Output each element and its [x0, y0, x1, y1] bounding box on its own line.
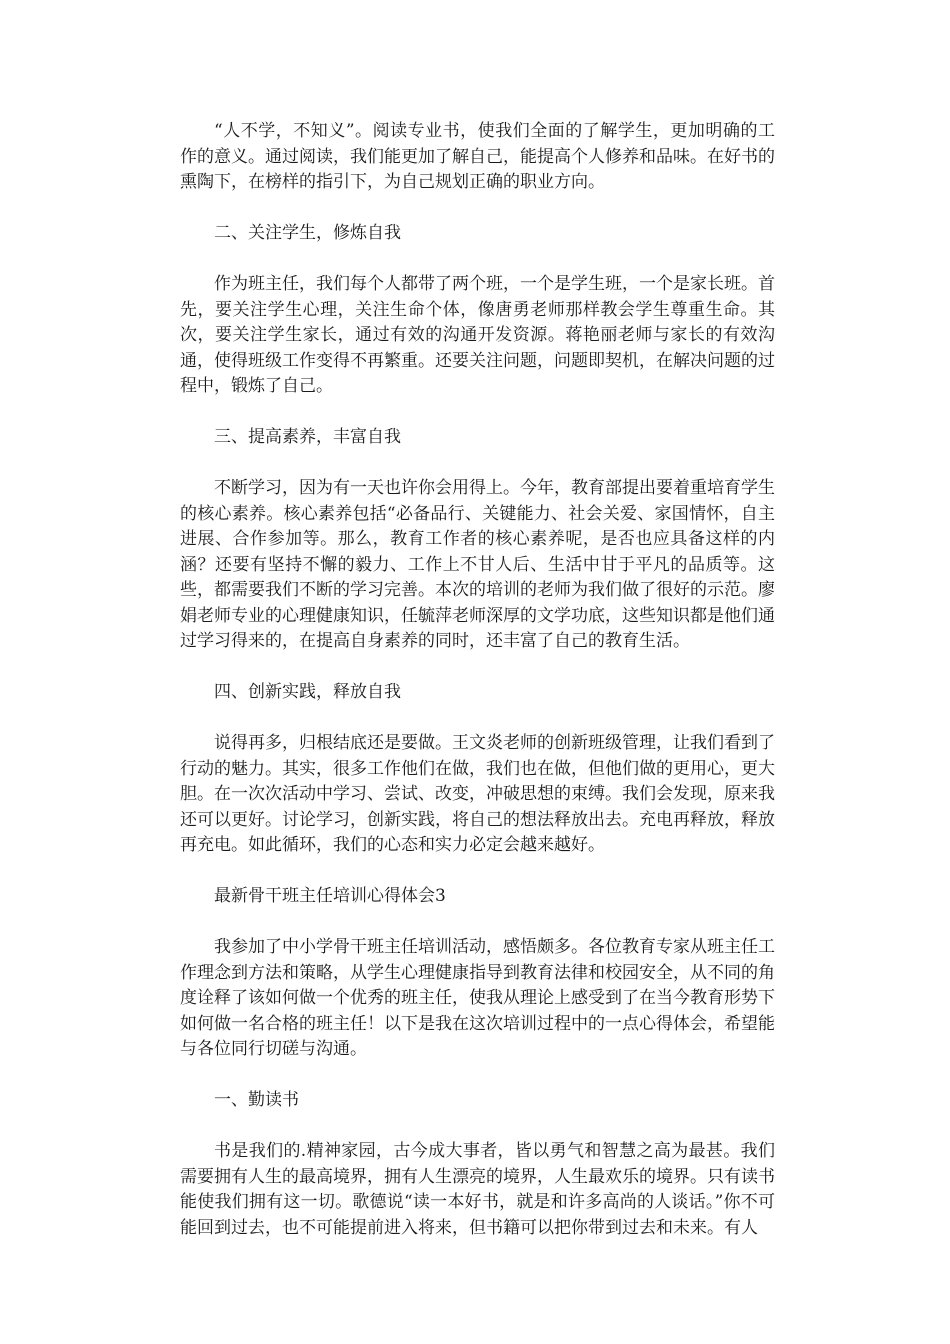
paragraph: 书是我们的.精神家园，古今成大事者，皆以勇气和智慧之高为最甚。我们需要拥有人生的最高境界，拥有人生漂亮的境界，人生最欢乐的境界。只有读书能使我们拥有这一切。歌德说“读一本好书，就是和许多高尚的人谈话。”你不可能回到过去，也不可能提前进入将来，但书籍可以把你带到过去和未来。有人 — [180, 1141, 775, 1238]
section-heading: 二、关注学生，修炼自我 — [214, 223, 401, 243]
paragraph: 作为班主任，我们每个人都带了两个班，一个是学生班，一个是家长班。首先，要关注学生心理，关注生命个体，像唐勇老师那样教会学生尊重生命。其次，要关注学生家长，通过有效的沟通开发资源。蒋艳丽老师与家长的有效沟通，使得班级工作变得不再繁重。还要关注问题，问题即契机，在解决问题的过程中，锻炼了自己。 — [180, 274, 775, 396]
document-body — [180, 119, 775, 1267]
paragraph: 说得再多，归根结底还是要做。王文炎老师的创新班级管理，让我们看到了行动的魅力。其实，很多工作他们在做，我们也在做，但他们做的更用心，更大胆。在一次次活动中学习、尝试、改变，冲破思想的束缚。我们会发现，原来我还可以更好。讨论学习，创新实践，将自己的想法释放出去。充电再释放，释放再充电。如此循环，我们的心态和实力必定会越来越好。 — [180, 733, 775, 855]
paragraph: 我参加了中小学骨干班主任培训活动，感悟颇多。各位教育专家从班主任工作理念到方法和策略，从学生心理健康指导到教育法律和校园安全，从不同的角度诠释了该如何做一个优秀的班主任，使我从理论上感受到了在当今教育形势下如何做一名合格的班主任！以下是我在这次培训过程中的一点心得体会，希望能与各位同行切磋与沟通。 — [180, 937, 775, 1059]
article-title: 最新骨干班主任培训心得体会3 — [214, 886, 446, 906]
section-heading: 三、提高素养，丰富自我 — [214, 427, 401, 447]
section-heading: 一、勤读书 — [214, 1090, 299, 1110]
section-heading: 四、创新实践，释放自我 — [214, 682, 401, 702]
paragraph: 不断学习，因为有一天也许你会用得上。今年，教育部提出要着重培育学生的核心素养。核心素养包括“必备品行、关键能力、社会关爱、家国情怀，自主进展、合作参加等。那么，教育工作者的核心素养呢，是否也应具备这样的内涵？还要有坚持不懈的毅力、工作上不甘人后、生活中甘于平凡的品质等。这些，都需要我们不断的学习完善。本次的培训的老师为我们做了很好的示范。廖娟老师专业的心理健康知识，任毓萍老师深厚的文学功底，这些知识都是他们通过学习得来的，在提高自身素养的同时，还丰富了自己的教育生活。 — [180, 478, 775, 651]
paragraph: “人不学，不知义”。阅读专业书，使我们全面的了解学生，更加明确的工作的意义。通过阅读，我们能更加了解自己，能提高个人修养和品味。在好书的熏陶下，在榜样的指引下，为自己规划正确的职业方向。 — [180, 121, 775, 192]
